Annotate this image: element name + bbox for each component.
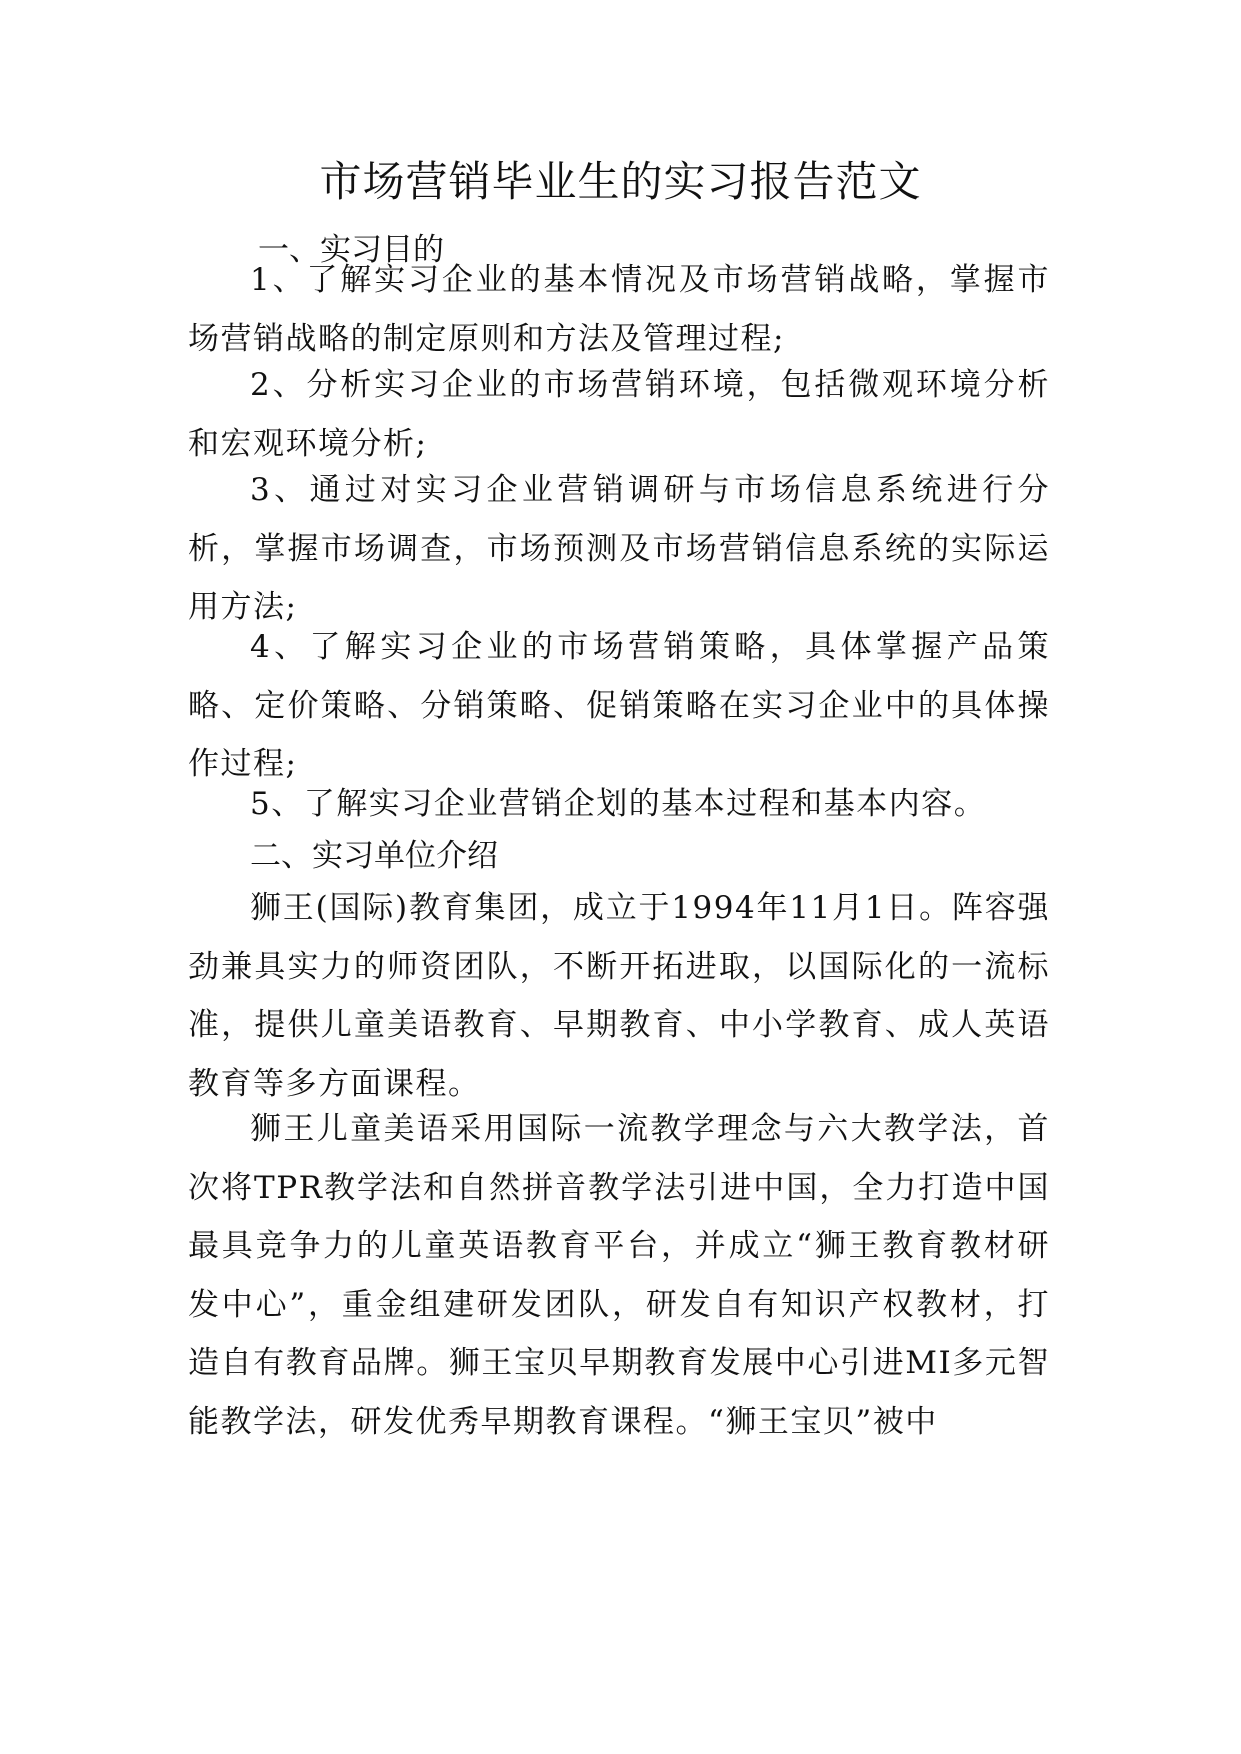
- list-item-objective-3: 3、通过对实习企业营销调研与市场信息系统进行分析，掌握市场调查，市场预测及市场营销信息系统的实际运用方法;: [188, 472, 1050, 625]
- list-item-objective-1: 1、了解实习企业的基本情况及市场营销战略，掌握市场营销战略的制定原则和方法及管理过程;: [188, 262, 1050, 357]
- list-item-objective-2: 2、分析实习企业的市场营销环境，包括微观环境分析和宏观环境分析;: [188, 367, 1050, 462]
- list-item-objective-4: 4、了解实习企业的市场营销策略，具体掌握产品策略、定价策略、分销策略、促销策略在实习企业中的具体操作过程;: [188, 629, 1050, 782]
- document-title: 市场营销毕业生的实习报告范文: [319, 157, 922, 206]
- section-heading-objectives: 一、实习目的: [258, 232, 444, 268]
- body-paragraph-company-1: 狮王(国际)教育集团，成立于1994年11月1日。阵容强劲兼具实力的师资团队，不断开拓进取，以国际化的一流标准，提供儿童美语教育、早期教育、中小学教育、成人英语教育等多方面课程。: [188, 890, 1050, 1102]
- body-paragraph-company-2: 狮王儿童美语采用国际一流教学理念与六大教学法，首次将TPR教学法和自然拼音教学法引进中国，全力打造中国最具竞争力的儿童英语教育平台，并成立“狮王教育教材研发中心”，重金组建研发团队，研发自有知识产权教材，打造自有教育品牌。狮王宝贝早期教育发展中心引进MI多元智能教学法，研发优秀早期教育课程。“狮王宝贝”被中: [188, 1111, 1050, 1440]
- list-item-objective-5: 5、了解实习企业营销企划的基本过程和基本内容。: [250, 786, 987, 822]
- section-heading-company-intro: 二、实习单位介绍: [250, 838, 498, 874]
